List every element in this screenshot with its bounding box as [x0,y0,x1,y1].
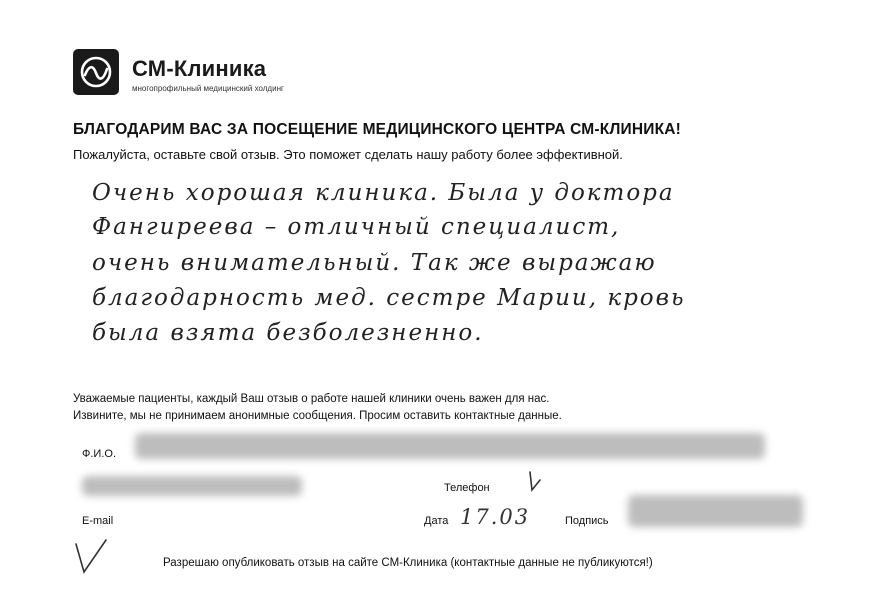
review-line: благодарность мед. сестре Марии, кровь [92,285,686,311]
notice-line-1: Уважаемые пациенты, каждый Ваш отзыв о работе нашей клиники очень важен для нас. [73,393,550,405]
date-value: 17.03 [460,505,531,529]
consent-check-mark [72,538,112,578]
review-line: Очень хорошая клиника. Была у доктора [92,180,675,206]
review-line: была взята безболезненно. [92,320,484,346]
phone-redacted [82,476,302,496]
logo-box [73,49,119,95]
date-label: Дата [424,515,449,527]
review-line: очень внимательный. Так же выражаю [92,250,657,276]
notice-line-2: Извините, мы не принимаем анонимные сообщения. Просим оставить контактные данные. [73,410,562,422]
fio-label: Ф.И.О. [82,448,116,460]
review-line: Фангиреева – отличный специалист, [92,214,621,240]
page-subline: Пожалуйста, оставьте свой отзыв. Это поможет сделать нашу работу более эффективной. [73,147,623,162]
email-label: E-mail [82,515,114,527]
brand-name: СМ-Клиника [132,56,267,81]
consent-text: Разрешаю опубликовать отзыв на сайте СМ-Клиника (контактные данные не публикуются!) [163,557,653,569]
fio-redacted [135,433,765,459]
brand-tagline: многопрофильный медицинский холдинг [132,84,284,93]
signature-redacted [628,495,803,527]
signature-label: Подпись [565,515,609,527]
cm-clinic-logo-icon [73,49,119,95]
phone-check-mark [526,470,546,494]
phone-label: Телефон [444,482,490,494]
page-headline: БЛАГОДАРИМ ВАС ЗА ПОСЕЩЕНИЕ МЕДИЦИНСКОГО ЦЕНТРА СМ-КЛИНИКА! [73,121,682,138]
